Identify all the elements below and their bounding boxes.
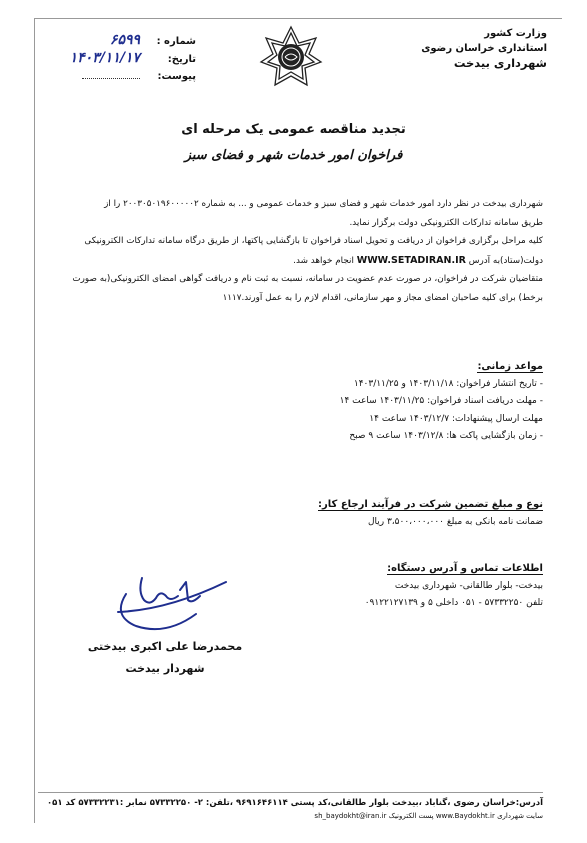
date-value: ۱۴۰۳/۱۱/۱۷ [69,50,140,66]
document-subtitle: فراخوان امور خدمات شهر و فضای سبز [184,148,403,163]
signatory [80,636,250,680]
schedule-item: - مهلت دریافت اسناد فراخوان: ۱۴۰۳/۱۱/۲۵ ساعت ۱۴ [339,396,543,406]
contact-phone: تلفن ۵۷۳۳۲۲۵۰ - ۰۵۱ داخلی ۵ و ۰۹۱۲۲۱۲۷۱۳۹ [364,598,543,608]
ministry-name: وزارت کشور [484,28,547,39]
number-label: شماره : [156,36,196,47]
footer-web: سایت شهرداری www.Baydokht.ir پست الکترونیک sh_baydokht@iran.ir [314,812,543,820]
setad-url-link[interactable]: WWW.SETADIRAN.IR [356,254,466,266]
document-title: تجدید مناقصه عمومی یک مرحله ای [181,122,406,137]
signatory-name: محمدرضا علی اکبری بیدختی [87,640,243,653]
schedule-item: - زمان بازگشایی پاکت ها: ۱۴۰۳/۱۲/۸ ساعت ۹ صبح [349,431,543,441]
municipality-emblem-icon [258,24,324,90]
schedule-section [170,358,543,446]
ministry-header [387,26,547,71]
guarantee-text: ضمانت نامه بانکی به مبلغ ۳،۵۰۰،۰۰۰،۰۰۰ ریال [367,516,543,527]
schedule-item: مهلت ارسال پیشنهادات: ۱۴۰۳/۱۲/۷ ساعت ۱۴ [369,413,543,424]
governorate-name: استانداری خراسان رضوی [421,43,547,54]
number-row [56,32,196,50]
paragraph-1-line-1: شهرداری بیدخت در نظر دارد امور خدمات شهر و فضای سبز و خدمات عمومی و ... به شماره ۲۰۰۳۰۵۰۱۹۶۰۰۰۰۰۲ را از [104,199,543,209]
paragraph-2-line-1: کلیه مراحل برگزاری فراخوان از دریافت و تحویل اسناد فراخوان تا بازگشایی پاکتها، از طریق درگاه سامانه تدارکات الکترونیکی [84,236,543,246]
date-label: تاریخ: [167,54,196,65]
number-value: ۶۵۹۹ [109,32,140,48]
contact-heading: اطلاعات تماس و آدرس دستگاه: [387,563,543,574]
attachment-line [82,68,140,79]
paragraph-1-line-2: طریق سامانه تدارکات الکترونیکی دولت برگزار نماید. [349,217,543,228]
paragraph-3-line-1: متقاضیان شرکت در فراخوان، در صورت عدم عضویت در سامانه، نسبت به ثبت نام و دریافت گواهی امضای الکترونیکی(به صورت [72,274,543,284]
attachment-label: پیوست: [157,71,196,82]
letter-footer [38,792,543,823]
paragraph-2-line-2 [40,252,543,271]
paragraph-3-line-2: برخط) برای کلیه صاحبان امضای مجاز و مهر سازمانی، اقدام لازم را به عمل آورند.۱۱۱۷ [222,292,543,303]
guarantee-section [170,496,543,531]
paragraph-2-suffix: انجام خواهد شد. [293,255,354,266]
paragraph-2-prefix: دولت(ستاد)به آدرس [468,255,543,266]
contact-address: بیدخت- بلوار طالقانی- شهرداری بیدخت [394,580,543,591]
municipality-name: شهرداری بیدخت [453,56,547,70]
reference-block [56,32,196,85]
schedule-item: - تاریخ انتشار فراخوان: ۱۴۰۳/۱۱/۱۸ و ۱۴۰۳/۱۱/۲۵ [353,378,543,389]
body-text [40,196,543,308]
date-row [56,50,196,68]
guarantee-heading: نوع و مبلغ تضمین شرکت در فرآیند ارجاع کار: [318,499,543,510]
schedule-heading: مواعد زمانی: [477,361,543,372]
attachment-row [56,68,196,85]
footer-address: آدرس:خراسان رضوی ،گناباد ،بیدخت بلوار طالقانی،کد پستی ۹۶۹۱۶۴۶۱۱۴ ،تلفن: ۲- ۵۷۳۳۲۲۵۰ نمابر :۵۷۳۳۲۲۳۱ کد ۰۵۱ [46,798,543,808]
signatory-role: شهردار بیدخت [125,662,205,675]
